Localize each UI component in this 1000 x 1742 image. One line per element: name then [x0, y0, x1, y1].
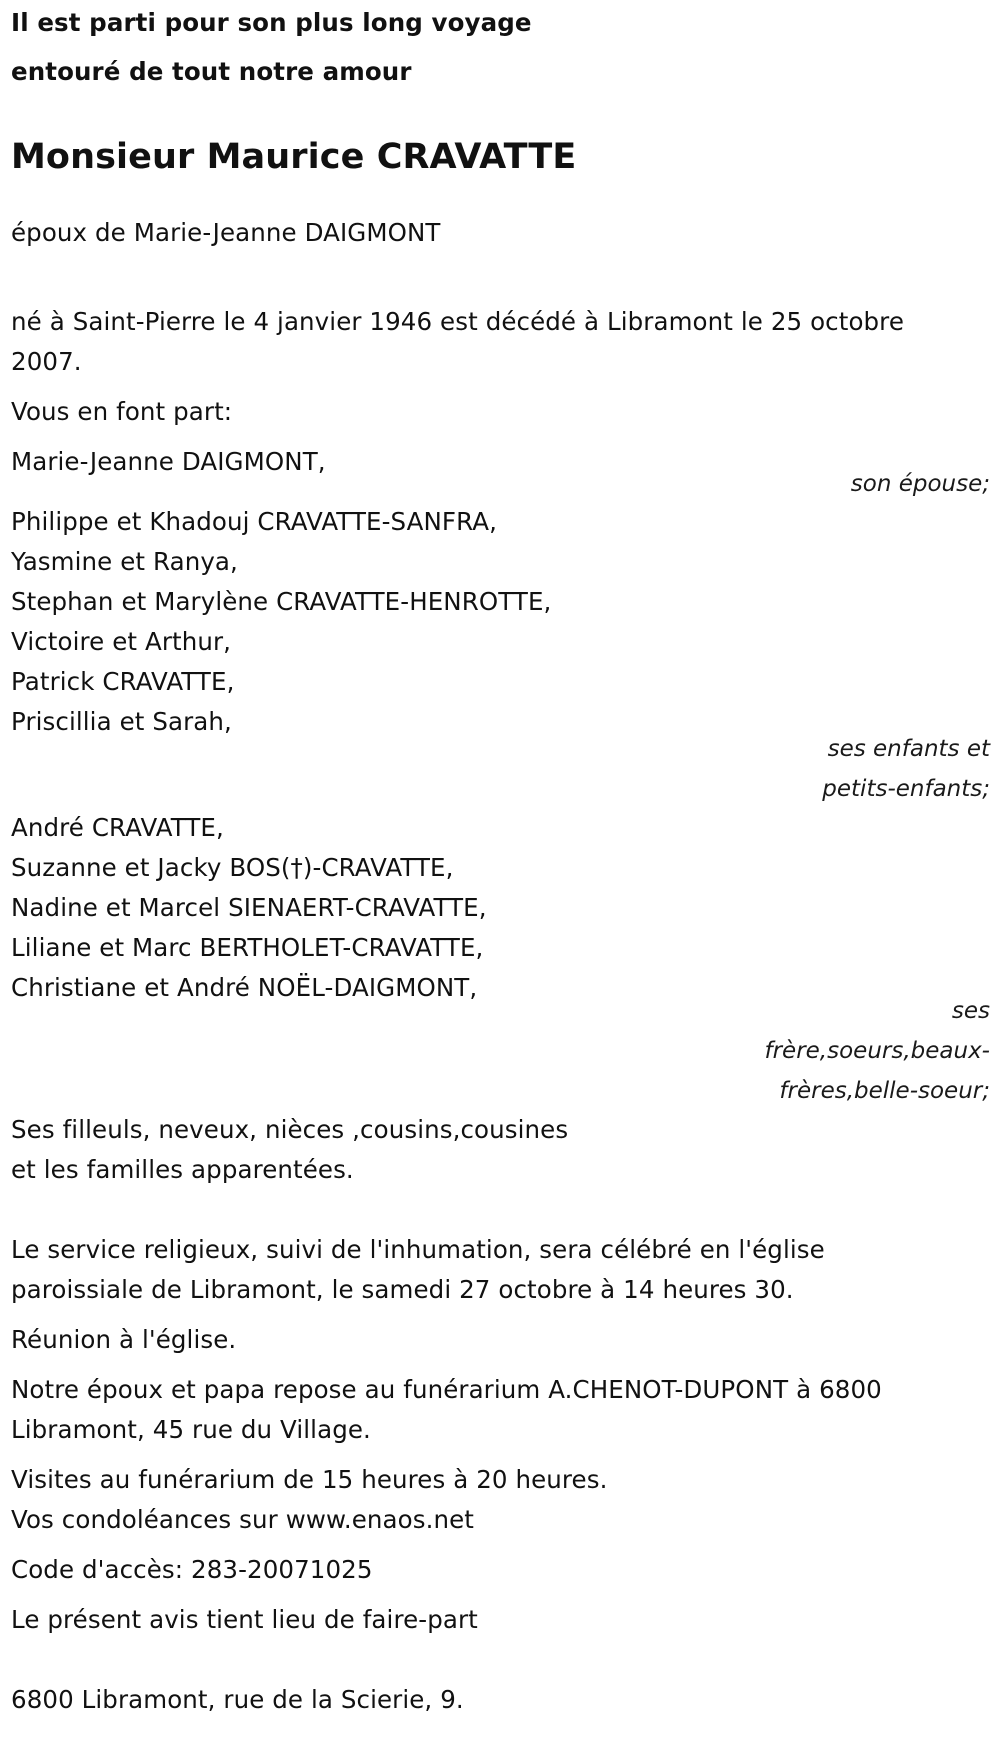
family-member: Christiane et André NOËL-DAIGMONT, [11, 973, 478, 1002]
family-member: Priscillia et Sarah, [11, 707, 232, 736]
extended-family-line-2: et les familles apparentées. [11, 1155, 354, 1184]
intro-line-1: Il est parti pour son plus long voyage [11, 8, 532, 37]
visits-line: Visites au funérarium de 15 heures à 20 heures. [11, 1465, 608, 1494]
family-member: Yasmine et Ranya, [11, 547, 238, 576]
access-code-line: Code d'accès: 283-20071025 [11, 1555, 373, 1584]
funeral-home-line-1: Notre époux et papa repose au funérarium A.CHENOT-DUPONT à 6800 [11, 1375, 882, 1404]
relation-label: son épouse; [850, 471, 990, 497]
birth-death-line-2: 2007. [11, 347, 82, 376]
spouse-line: époux de Marie-Jeanne DAIGMONT [11, 218, 441, 247]
family-member: Liliane et Marc BERTHOLET-CRAVATTE, [11, 933, 484, 962]
family-member: Nadine et Marcel SIENAERT-CRAVATTE, [11, 893, 487, 922]
family-member: Victoire et Arthur, [11, 627, 232, 656]
family-member: André CRAVATTE, [11, 813, 224, 842]
deceased-name-heading: Monsieur Maurice CRAVATTE [11, 137, 577, 177]
condolences-line: Vos condoléances sur www.enaos.net [11, 1505, 475, 1534]
relation-label: frères,belle-soeur; [779, 1078, 990, 1104]
family-member: Stephan et Marylène CRAVATTE-HENROTTE, [11, 587, 552, 616]
family-member: Marie-Jeanne DAIGMONT, [11, 447, 326, 476]
relation-label: frère,soeurs,beaux- [764, 1038, 990, 1064]
extended-family-line-1: Ses filleuls, neveux, nièces ,cousins,cousines [11, 1115, 569, 1144]
birth-death-line-1: né à Saint-Pierre le 4 janvier 1946 est décédé à Libramont le 25 octobre [11, 307, 904, 336]
address-line: 6800 Libramont, rue de la Scierie, 9. [11, 1685, 464, 1714]
meeting-line: Réunion à l'église. [11, 1325, 237, 1354]
service-line-2: paroissiale de Libramont, le samedi 27 octobre à 14 heures 30. [11, 1275, 794, 1304]
announcement-intro: Vous en font part: [11, 397, 233, 426]
relation-label: ses enfants et [827, 736, 990, 762]
family-member: Philippe et Khadouj CRAVATTE-SANFRA, [11, 507, 497, 536]
funeral-home-line-2: Libramont, 45 rue du Village. [11, 1415, 371, 1444]
relation-label: petits-enfants; [822, 776, 990, 802]
service-line-1: Le service religieux, suivi de l'inhumation, sera célébré en l'église [11, 1235, 825, 1264]
notice-line: Le présent avis tient lieu de faire-part [11, 1605, 478, 1634]
family-member: Suzanne et Jacky BOS(†)-CRAVATTE, [11, 853, 454, 882]
relation-label: ses [951, 998, 990, 1024]
family-member: Patrick CRAVATTE, [11, 667, 235, 696]
intro-line-2: entouré de tout notre amour [11, 57, 412, 86]
